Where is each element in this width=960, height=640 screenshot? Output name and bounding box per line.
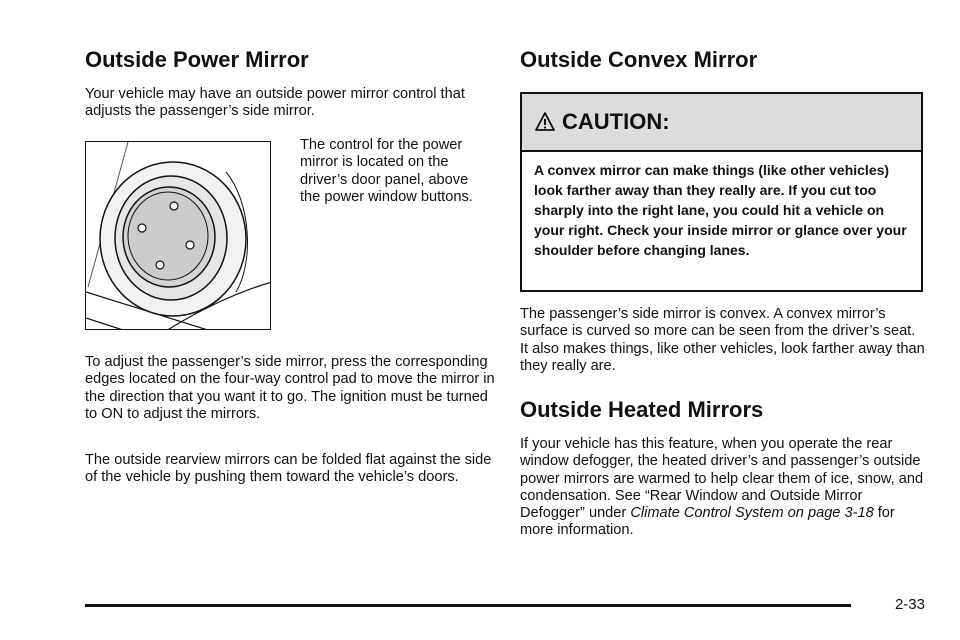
climate-control-reference-link[interactable]: Climate Control System on page 3-18: [630, 505, 874, 522]
heated-text-start: If your vehicle has this feature, when you operate the rear window defogger, the heated driver’s and passenger’s outside power mirrors are warmed to help clear them of ice, snow, and condensation. See “Rear Window and Outside Mirror Defogger” under: [520, 436, 924, 522]
intro-paragraph: Your vehicle may have an outside power mirror control that adjusts the passenger’s side mirror.: [85, 86, 465, 120]
warning-triangle-icon: [534, 111, 556, 133]
caution-text: A convex mirror can make things (like other vehicles) look farther away than they really are. If you cut too sharply into the right lane, you could hit a vehicle on your right. Check your inside mirror or glance over your shoulder before changing lanes.: [534, 162, 907, 258]
mirror-control-illustration: [85, 141, 271, 330]
mirror-control-drawing: [86, 142, 271, 330]
convex-mirror-paragraph: The passenger’s side mirror is convex. A convex mirror’s surface is curved so more can be seen from the driver’s seat. It also makes things, like other vehicles, look farther away than they really are.: [520, 306, 925, 374]
section-heading-power-mirror: Outside Power Mirror: [85, 47, 309, 72]
section-heading-heated-mirrors: Outside Heated Mirrors: [520, 397, 764, 422]
adjust-mirror-paragraph: To adjust the passenger’s side mirror, press the corresponding edges located on the four-way control pad to move the mirror in the direction that you want it to go. The ignition must be turned to ON to adjust the mirrors.: [85, 354, 495, 422]
heated-mirrors-paragraph: [520, 436, 925, 540]
figure-caption: The control for the power mirror is located on the driver’s door panel, above the power window buttons.: [300, 137, 473, 205]
section-heading-convex-mirror: Outside Convex Mirror: [520, 47, 758, 72]
caution-title: CAUTION:: [562, 109, 670, 134]
fold-mirror-paragraph: The outside rearview mirrors can be folded flat against the side of the vehicle by pushing them toward the vehicle’s doors.: [85, 452, 492, 486]
page-number: 2-33: [894, 596, 925, 613]
caution-box: [520, 92, 923, 292]
heated-text-end: for more information.: [520, 505, 895, 539]
caution-header: [522, 94, 921, 152]
footer-rule: [85, 604, 851, 607]
